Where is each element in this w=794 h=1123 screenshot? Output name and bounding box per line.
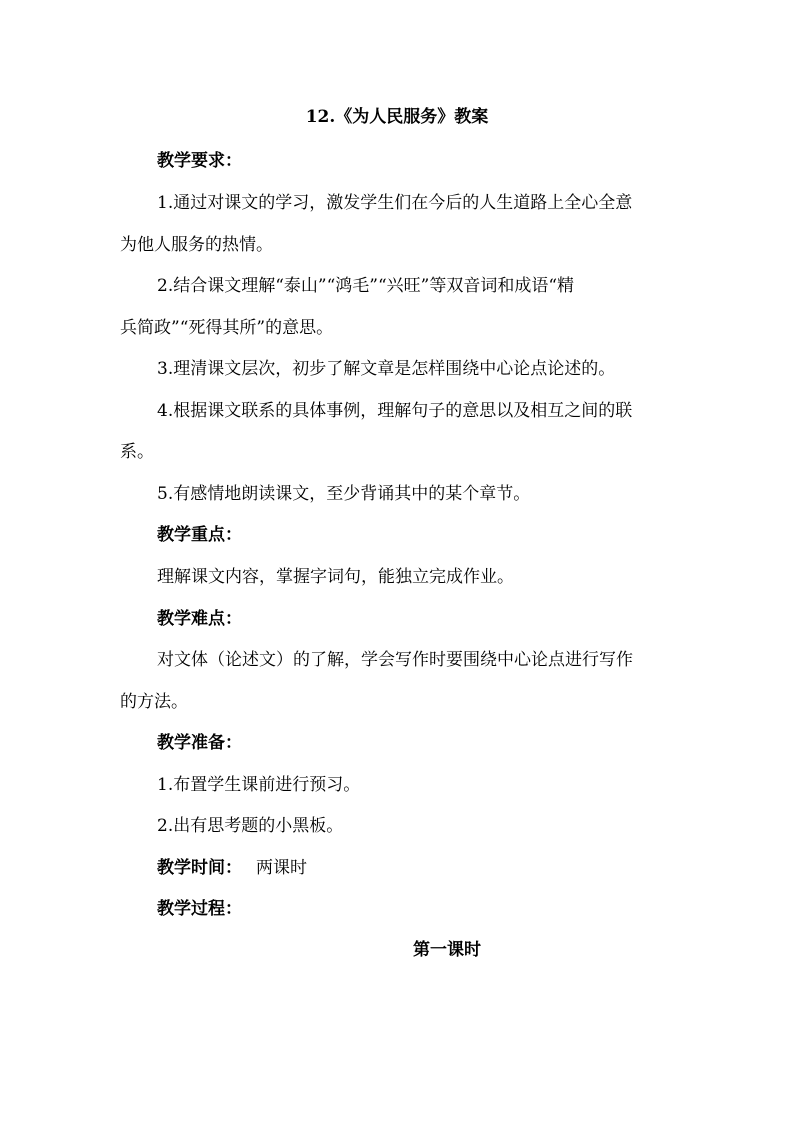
time-heading: 教学时间： bbox=[157, 858, 242, 878]
key-points-heading: 教学重点： bbox=[157, 525, 242, 545]
difficulties-line-2: 的方法。 bbox=[120, 692, 188, 712]
time-row bbox=[157, 855, 307, 881]
key-points-text: 理解课文内容，掌握字词句，能独立完成作业。 bbox=[157, 567, 514, 587]
preparation-heading: 教学准备： bbox=[157, 733, 242, 753]
document-title: 12.《为人民服务》教案 bbox=[305, 107, 489, 127]
requirement-item-2-line-2: 兵简政”“死得其所”的意思。 bbox=[120, 318, 334, 338]
lesson-heading: 第一课时 bbox=[413, 940, 481, 960]
preparation-item-1: 1.布置学生课前进行预习。 bbox=[157, 775, 361, 795]
time-value: 两课时 bbox=[256, 858, 307, 878]
difficulties-heading: 教学难点： bbox=[157, 609, 242, 629]
process-heading: 教学过程： bbox=[157, 899, 242, 919]
requirement-item-4-line-2: 系。 bbox=[120, 442, 154, 462]
preparation-item-2: 2.出有思考题的小黑板。 bbox=[157, 816, 344, 836]
requirement-item-3: 3.理清课文层次，初步了解文章是怎样围绕中心论点论述的。 bbox=[157, 359, 616, 379]
requirement-item-5: 5.有感情地朗读课文，至少背诵其中的某个章节。 bbox=[157, 484, 531, 504]
requirements-heading: 教学要求： bbox=[157, 151, 242, 171]
requirement-item-4-line-1: 4.根据课文联系的具体事例，理解句子的意思以及相互之间的联 bbox=[157, 401, 633, 421]
requirement-item-2-line-1: 2.结合课文理解“泰山”“鸿毛”“兴旺”等双音词和成语“精 bbox=[157, 276, 575, 296]
requirement-item-1-line-2: 为他人服务的热情。 bbox=[120, 235, 273, 255]
difficulties-line-1: 对文体（论述文）的了解，学会写作时要围绕中心论点进行写作 bbox=[157, 650, 633, 670]
requirement-item-1-line-1: 1.通过对课文的学习，激发学生们在今后的人生道路上全心全意 bbox=[157, 193, 633, 213]
